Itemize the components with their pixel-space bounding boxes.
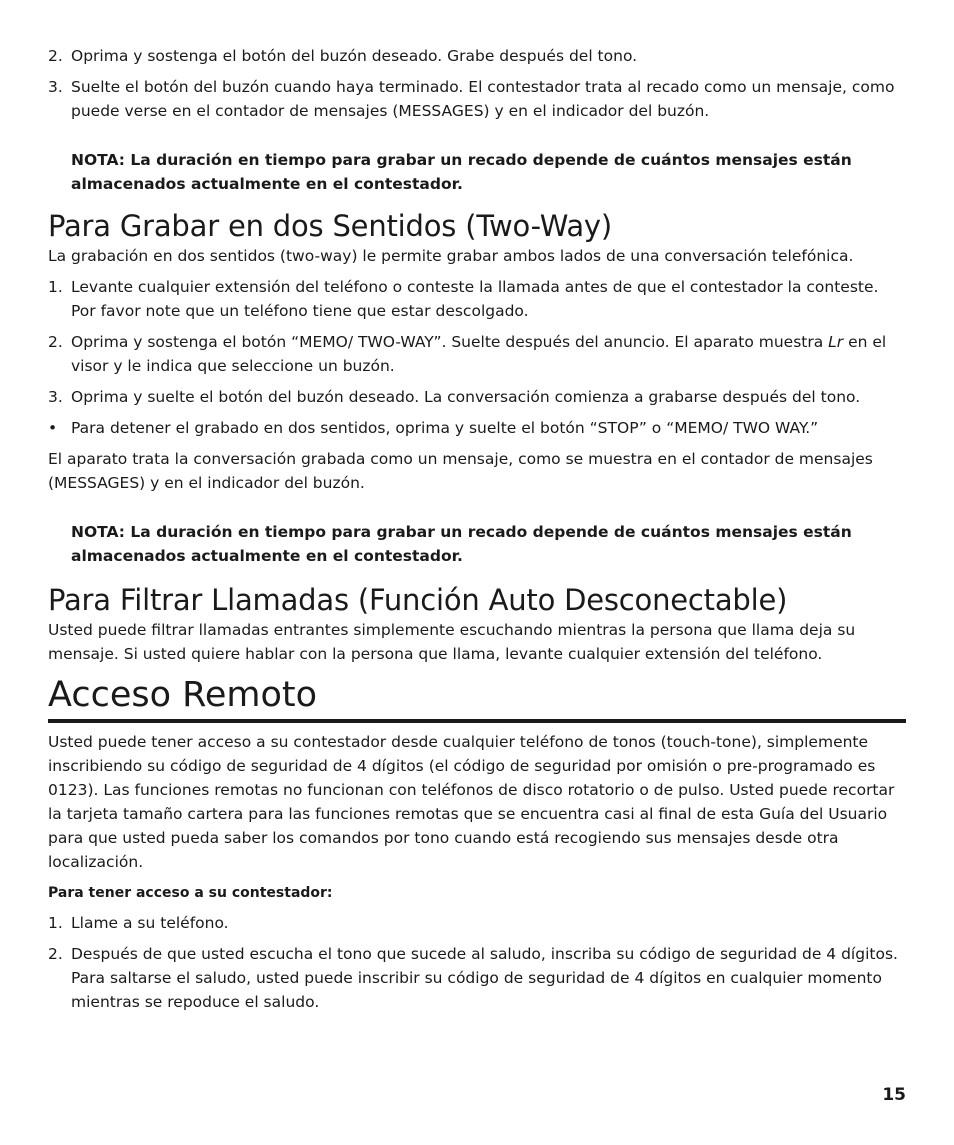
manual-page (48, 44, 906, 1021)
section-heading-remote: Acceso Remoto (48, 673, 906, 723)
item-text: Suelte el botón del buzón cuando haya terminado. El contestador trata al recado como un mensaje, como puede verse en el contador de mensajes (MESSAGES) y en el indicador del buzón. (71, 78, 895, 120)
item-number: 2. (48, 333, 63, 351)
list-item (48, 75, 906, 123)
list-item (48, 275, 906, 323)
section-heading-two-way: Para Grabar en dos Sentidos (Two-Way) (48, 209, 612, 243)
item-number: 2. (48, 47, 63, 65)
item-text: Levante cualquier extensión del teléfono o conteste la llamada antes de que el contestador la conteste. Por favor note que un teléfono tiene que estar descolgado. (71, 278, 879, 320)
item-text-part: en el visor y le indica que seleccione un buzón. (71, 333, 887, 375)
item-text: Para detener el grabado en dos sentidos, oprima y suelte el botón “STOP” o “MEMO/ TWO WAY.” (71, 419, 819, 437)
list-item (48, 385, 906, 409)
subheading: Para tener acceso a su contestador: (48, 885, 333, 901)
list-item (48, 330, 906, 378)
page-number: 15 (882, 1085, 906, 1105)
item-number: 2. (48, 945, 63, 963)
bullet-mark: • (48, 419, 58, 437)
paragraph: El aparato trata la conversación grabada como un mensaje, como se muestra en el contador de mensajes (MESSAGES) y en el indicador del buzón. (48, 450, 873, 492)
list-item (48, 911, 906, 935)
paragraph: Usted puede filtrar llamadas entrantes simplemente escuchando mientras la persona que llama deja su mensaje. Si usted quiere hablar con la persona que llama, levante cualquier extensión del teléfono. (48, 621, 856, 663)
list-item (48, 942, 906, 1014)
item-text: Oprima y suelte el botón del buzón deseado. La conversación comienza a grabarse después del tono. (71, 388, 861, 406)
item-number: 1. (48, 914, 63, 932)
item-text: Llame a su teléfono. (71, 914, 229, 932)
item-number: 3. (48, 78, 63, 96)
display-code: Lr (828, 333, 844, 351)
section-heading-filter: Para Filtrar Llamadas (Función Auto Desconectable) (48, 583, 788, 617)
item-number: 3. (48, 388, 63, 406)
item-text (71, 330, 906, 378)
note: NOTA: La duración en tiempo para grabar un recado depende de cuántos mensajes están almacenados actualmente en el contestador. (71, 151, 852, 193)
paragraph: Usted puede tener acceso a su contestador desde cualquier teléfono de tonos (touch-tone), simplemente inscribiendo su código de seguridad de 4 dígitos (el código de seguridad por omisión o pre-programado es 0123). Las funciones remotas no funcionan con teléfonos de disco rotatorio o de pulso. Usted puede recortar la tarjeta tamaño cartera para las funciones remotas que se encuentra casi al final de esta Guía del Usuario para que usted pueda saber los comandos por tono cuando está recogiendo sus mensajes desde otra localización. (48, 733, 895, 871)
item-text-part: Oprima y sostenga el botón “MEMO/ TWO-WAY”. Suelte después del anuncio. El aparato muestra (71, 333, 829, 351)
item-number: 1. (48, 278, 63, 296)
note: NOTA: La duración en tiempo para grabar un recado depende de cuántos mensajes están almacenados actualmente en el contestador. (71, 523, 852, 565)
item-text: Después de que usted escucha el tono que sucede al saludo, inscriba su código de seguridad de 4 dígitos. Para saltarse el saludo, usted puede inscribir su código de seguridad de 4 dígitos en cualquier momento mientras se repoduce el saludo. (71, 945, 898, 1011)
section-intro: La grabación en dos sentidos (two-way) le permite grabar ambos lados de una conversación telefónica. (48, 247, 854, 265)
item-text: Oprima y sostenga el botón del buzón deseado. Grabe después del tono. (71, 47, 638, 65)
list-item (48, 44, 906, 68)
bullet-item (48, 416, 906, 440)
